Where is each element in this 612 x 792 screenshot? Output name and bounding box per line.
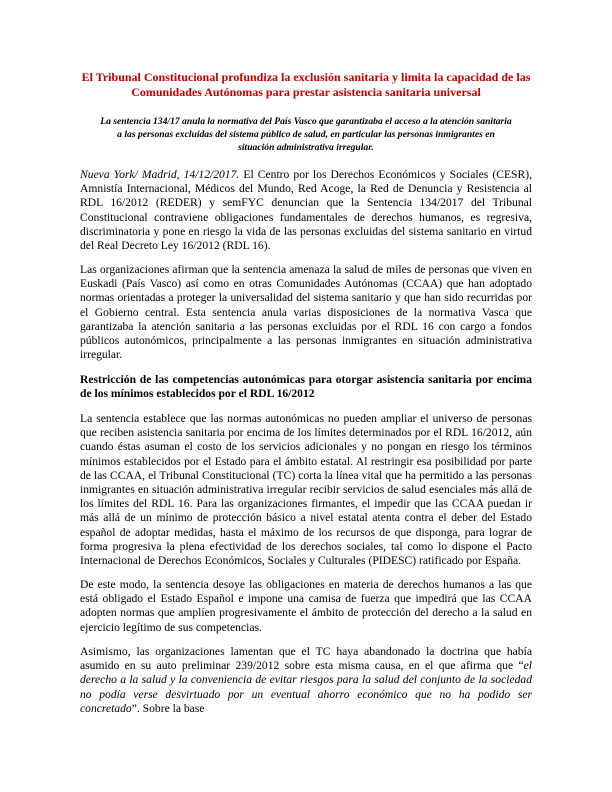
paragraph-doctrine-tail: ”. Sobre la base xyxy=(131,701,205,715)
document-title: El Tribunal Constitucional profundiza la exclusión sanitaria y limita la capacidad de las Comunidades Autónomas para prestar asistencia sanitaria universal xyxy=(81,70,531,99)
dateline: Nueva York/ Madrid, 14/12/2017. xyxy=(80,168,240,181)
section-heading: Restricción de las competencias autonómicas para otorgar asistencia sanitaria por encima de los mínimos establecidos por el RDL 16/2012 xyxy=(80,373,532,401)
paragraph-intro-text: El Centro por los Derechos Económicos y Sociales (CESR), Amnistía Internacional, Médicos del Mundo, Red Acoge, la Red de Denuncia y Resistencia al RDL 16/2012 (REDER) y semFYC denuncian que la Sentencia 134/2017 del Tribunal Constitucional contraviene obligaciones fundamentales de derechos humanos, es regresiva, discriminatoria y pone en riesgo la vida de las personas excluidas del sistema sanitario en virtud del Real Decreto Ley 16/2012 (RDL 16). xyxy=(80,168,532,253)
paragraph-doctrine-text: Asimismo, las organizaciones lamentan que el TC haya abandonado la doctrina que había asumido en su auto preliminar 239/2012 sobre esta misma causa, en el que afirma que “ xyxy=(80,645,532,673)
paragraph-sentence-limits: La sentencia establece que las normas autonómicas no pueden ampliar el universo de personas que reciben asistencia sanitaria por encima de los límites determinados por el RDL 16/2012, aún cuando éstas asuman el costo de los servicios adicionales y no pongan en riesgo los términos mínimos establecidos por el Estado para el ámbito estatal. Al restringir esa posibilidad por parte de las CCAA, el Tribunal Constitucional (TC) corta la línea vital que ha permitido a las personas inmigrantes en situación administrativa irregular recibir servicios de salud esenciales más allá de los límites del RDL 16. Para las organizaciones firmantes, el impedir que las CCAA puedan ir más allá de un mínimo de protección básico a nivel estatal atenta contra el deber del Estado español de adoptar medidas, hasta el máximo de los recursos de que disponga, para lograr de forma progresiva la plena efectividad de los derechos sociales, tal como lo dispone el Pacto Internacional de Derechos Económicos, Sociales y Culturales (PIDESC) ratificado por España. xyxy=(80,412,532,568)
doctrine-quote: el derecho a la salud y la conveniencia de evitar riesgos para la salud del conjunto de la sociedad no podía verse desvirtuado por un eventual ahorro económico que no ha podido ser concretado xyxy=(80,659,532,715)
paragraph-intro xyxy=(80,168,532,253)
document-subtitle: La sentencia 134/17 anula la normativa del País Vasco que garantizaba el acceso a la atención sanitaria a las personas excluidas del sistema público de salud, en particular las personas inmigrantes en situación administrativa irregular. xyxy=(100,116,512,153)
paragraph-obligations: De este modo, la sentencia desoye las obligaciones en materia de derechos humanos a las que está obligado el Estado Español e impone una camisa de fuerza que impedirá que las CCAA adopten normas que amplíen progresivamente el ámbito de protección del derecho a la salud en ejercicio legítimo de sus competencias. xyxy=(80,578,532,634)
paragraph-organizations: Las organizaciones afirman que la sentencia amenaza la salud de miles de personas que viven en Euskadi (País Vasco) así como en otras Comunidades Autónomas (CCAA) que han adoptado normas orientadas a proteger la universalidad del sistema sanitario y que han sido recurridas por el Gobierno central. Esta sentencia anula varias disposiciones de la normativa Vasca que garantizaba la atención sanitaria a las personas excluidas por el RDL 16 con cargo a fondos públicos autonómicos, principalmente a las personas inmigrantes en situación administrativa irregular. xyxy=(80,263,532,362)
paragraph-doctrine xyxy=(80,645,532,716)
